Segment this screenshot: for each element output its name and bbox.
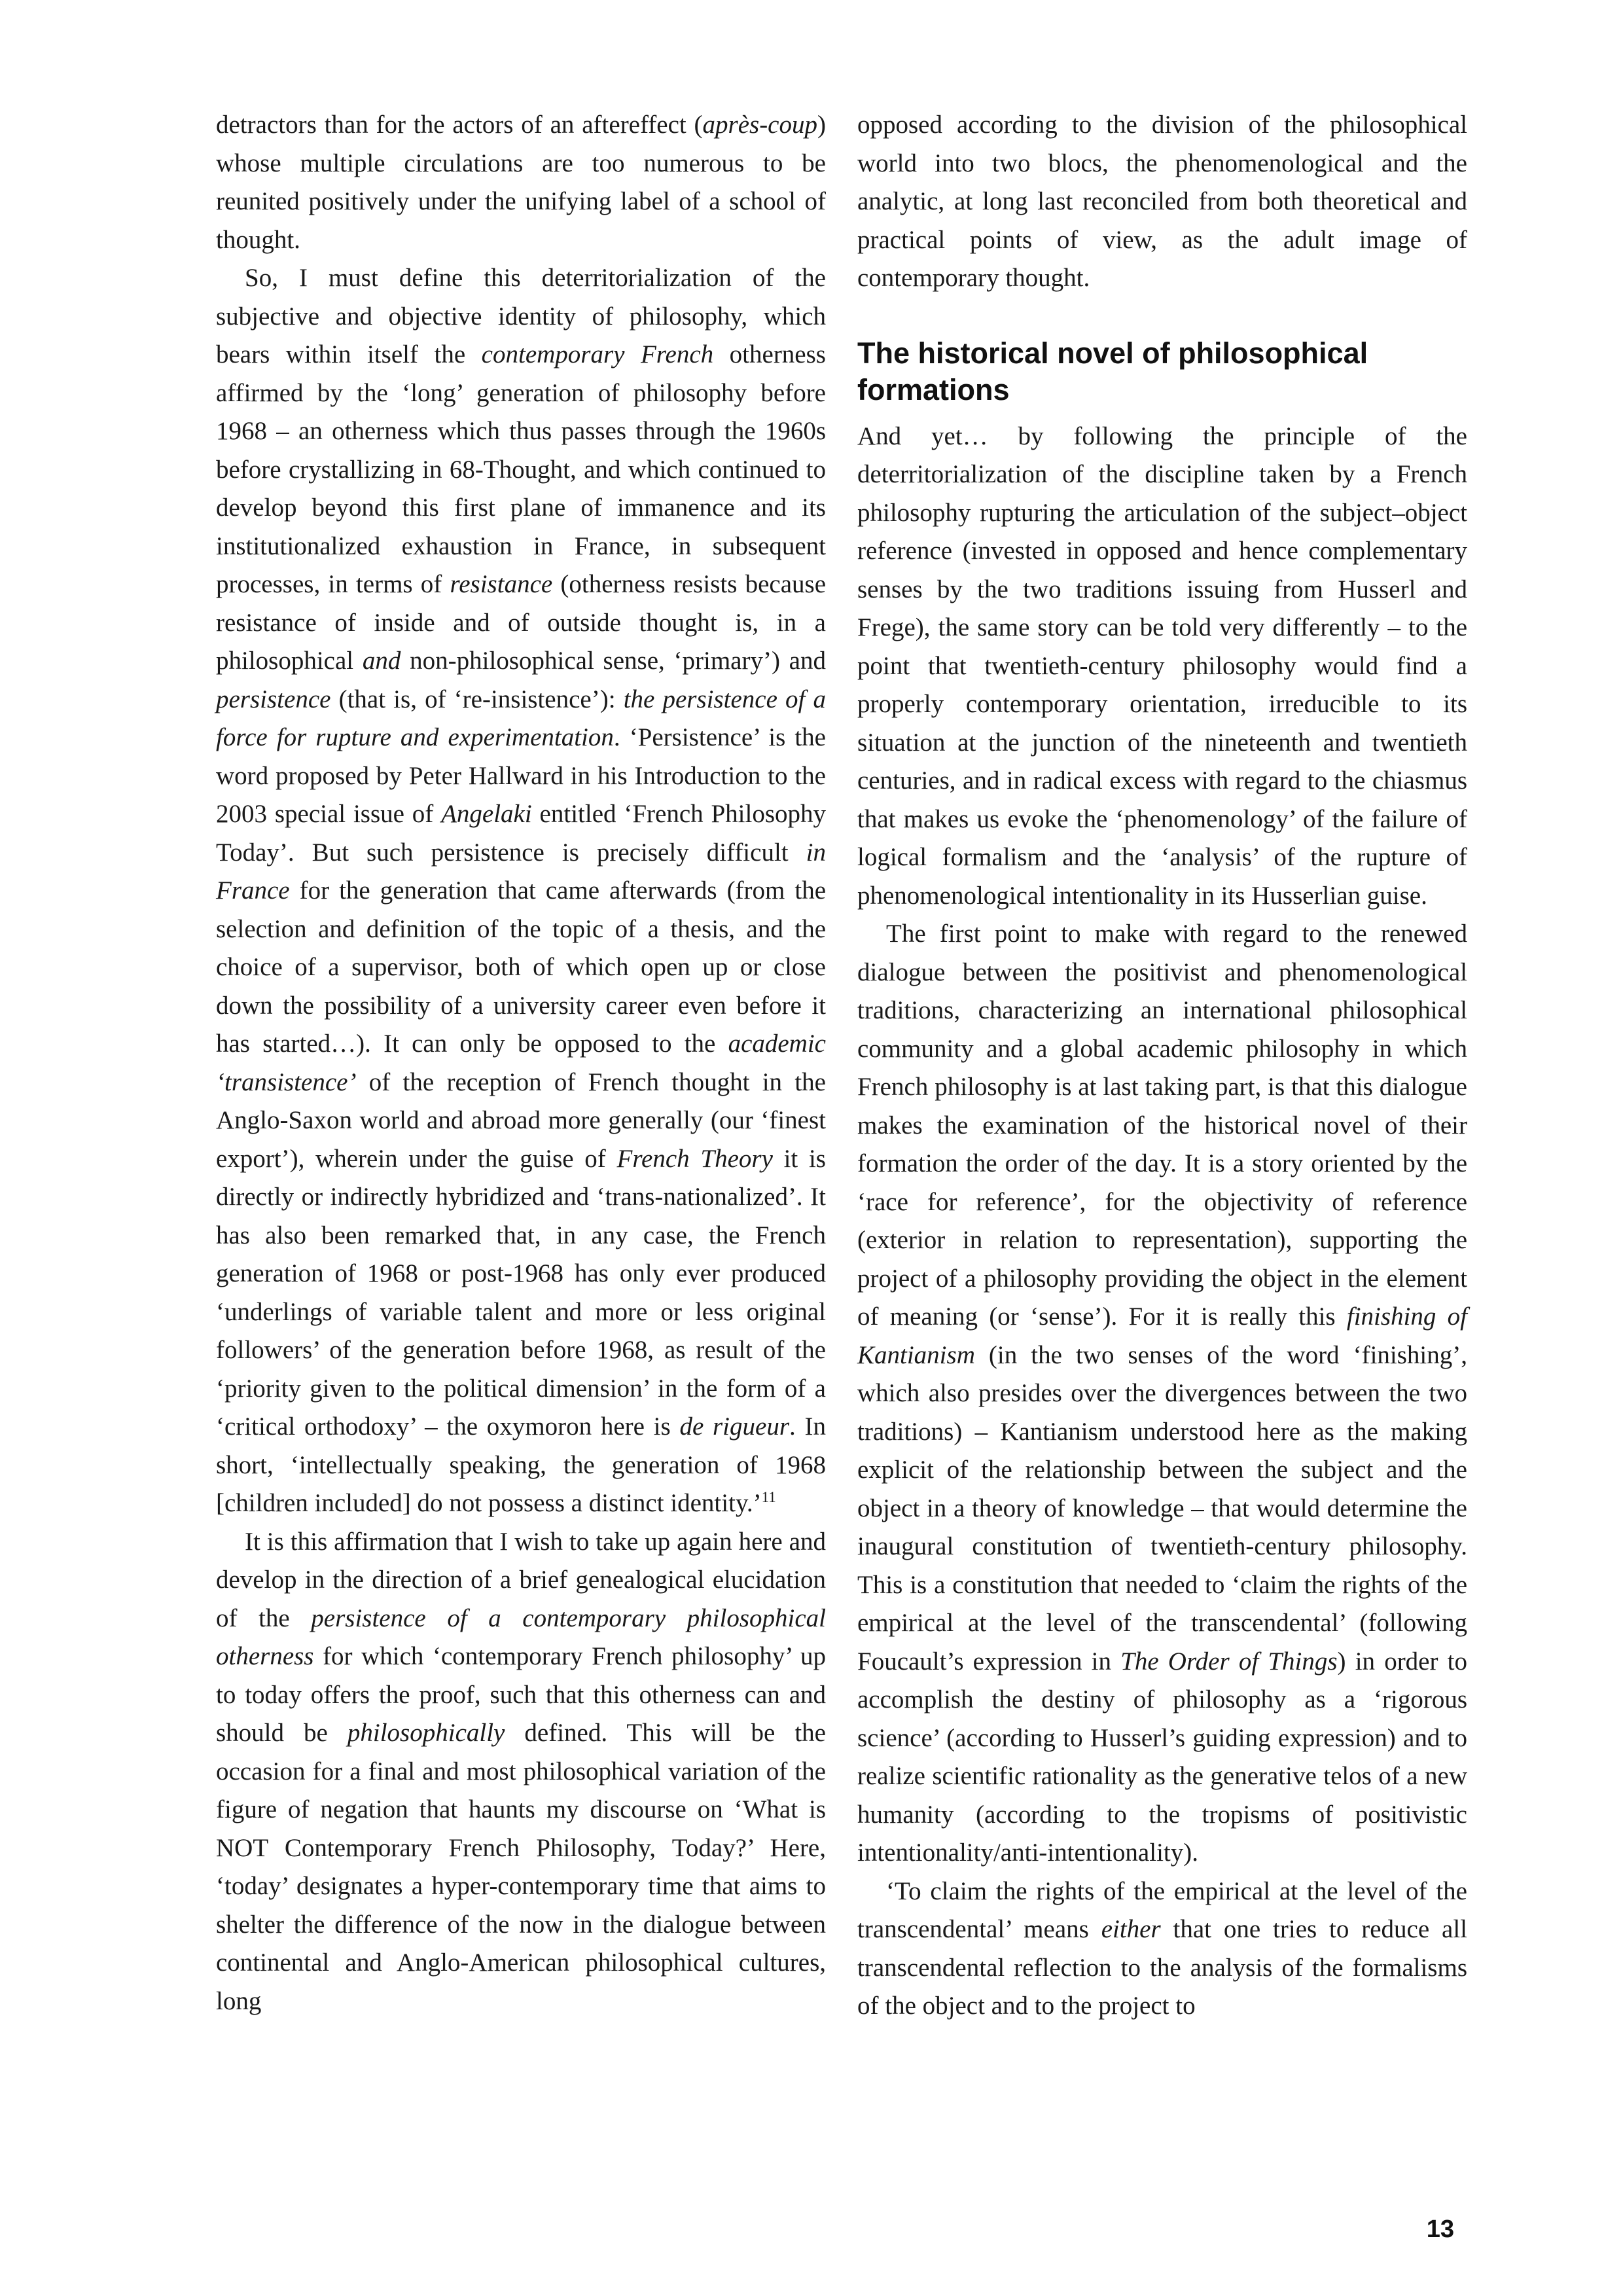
italic-text: in France	[216, 838, 826, 905]
text-run: entitled ‘French Philosophy Today’. But such persistence is precisely difficult	[216, 800, 826, 867]
text-run: ) whose multiple circulations are too numerous to be reunited positively under the unifying label of a school of thought.	[216, 111, 826, 254]
text-run: (otherness resists because resistance of inside and of outside thought is, in a philosophical	[216, 570, 827, 675]
right-column-top-text	[857, 106, 1467, 298]
italic-text: and	[362, 647, 401, 675]
italic-text: French Theory	[616, 1144, 773, 1173]
italic-text: the persistence of a force for rupture and experimentation	[216, 685, 826, 751]
section-heading: The historical novel of philosophical formations	[857, 336, 1368, 406]
italic-text: de rigueur	[679, 1412, 790, 1441]
paragraph	[857, 418, 1467, 916]
text-run: that one tries to reduce all transcendental reflection to the analysis of the formalisms of the object and to the project to	[857, 1915, 1468, 2020]
text-run: (in the two senses of the word ‘finishing’, which also presides over the divergences between the two traditions) – Kantianism understood here as the making explicit of the relationship between the subject and the object in a theory of knowledge – that would determine the inaugural constitution of twentieth-century philosophy. This is a constitution that needed to ‘claim the rights of the empirical at the level of the transcendental’ (following Foucault’s expression in	[857, 1340, 1467, 1676]
text-run: detractors than for the actors of an aftereffect (	[216, 111, 703, 139]
italic-text: après-coup	[702, 111, 817, 139]
italic-text: persistence of a contemporary philosophical otherness	[216, 1604, 826, 1670]
italic-text: finishing of Kantianism	[857, 1302, 1467, 1369]
text-run: It is this affirmation that I wish to take up again here and develop in the direction of a brief genealogical elucidation of the	[216, 1527, 826, 1632]
text-run: non-philosophical sense, ‘primary’) and	[401, 647, 826, 675]
italic-text: resistance	[450, 570, 553, 598]
text-run: of the reception of French thought in the Anglo-Saxon world and abroad more generally (our ‘finest export’), wherein under the guise of	[216, 1067, 826, 1173]
italic-text: Angelaki	[441, 800, 532, 828]
italic-text: philosophically	[347, 1719, 505, 1747]
text-run: ) in order to accomplish the destiny of philosophy as a ‘rigorous science’ (according to Husserl’s guiding expression) and to realize scientific rationality as the generative telos of a new humanity (according to the tropisms of positivistic intentionality/anti-intentionality).	[857, 1647, 1467, 1867]
italic-text: persistence	[216, 685, 331, 713]
paragraph	[857, 1873, 1467, 2026]
text-run: opposed according to the division of the philosophical world into two blocs, the phenomenological and the analytic, at long last reconciled from both theoretical and practical points of view, as the adult image of contemporary thought.	[857, 111, 1467, 292]
text-run: So, I must define this deterritorialization of the subjective and objective identity of philosophy, which bears within itself the	[216, 264, 826, 368]
page-number: 13	[1426, 2215, 1454, 2243]
text-run: . ‘Persistence’ is the word proposed by Peter Hallward in his Introduction to the 2003 special issue of	[216, 723, 826, 828]
text-run: for the generation that came afterwards (from the selection and definition of the topic of a thesis, and the choice of a supervisor, both of which open up or close down the possibility of a university career even before it has started…). It can only be opposed to the	[216, 876, 826, 1058]
text-run: defined. This will be the occasion for a final and most philosophical variation of the figure of negation that haunts my discourse on ‘What is NOT Contemporary French Philosophy, Today?’ Here, ‘today’ designates a hyper-contemporary time that aims to shelter the difference of the now in the dialogue between continental and Anglo-American philosophical cultures, long	[216, 1719, 826, 2015]
text-run: for which ‘contemporary French philosophy’ up to today offers the proof, such that this otherness can and should be	[216, 1642, 826, 1747]
text-run: it is directly or indirectly hybridized and ‘trans-nationalized’. It has also been remarked that, in any case, the French generation of 1968 or post-1968 has only ever produced ‘underlings of variable talent and more or less original followers’ of the generation before 1968, as result of the ‘priority given to the political dimension’ in the form of a ‘critical orthodoxy’ – the oxymoron here is	[216, 1144, 826, 1441]
italic-text: The Order of Things	[1120, 1647, 1338, 1676]
text-run: otherness affirmed by the ‘long’ generation of philosophy before 1968 – an otherness which thus passes through the 1960s before crystallizing in 68-Thought, and which continued to develop beyond this first plane of immanence and its institutionalized exhaustion in France, in subsequent processes, in terms of	[216, 340, 826, 598]
paragraph	[216, 259, 826, 1523]
paragraph	[216, 106, 826, 259]
right-column-bottom-text	[857, 418, 1467, 2026]
italic-text: contemporary French	[481, 340, 714, 368]
paragraph	[857, 915, 1467, 1873]
italic-text: academic ‘transistence’	[216, 1030, 826, 1096]
text-run: ‘To claim the rights of the empirical at the level of the transcendental’ means	[857, 1876, 1467, 1943]
text-run: (that is, of ‘re-insistence’):	[330, 685, 624, 713]
text-run: And yet… by following the principle of the deterritorialization of the discipline taken by a French philosophy rupturing the articulation of the subject–object reference (invested in opposed and hence complementary senses by the two traditions issuing from Husserl and Frege), the same story can be told very differently – to the point that twentieth-century philosophy would find a properly contemporary orientation, irreducible to its situation at the junction of the nineteenth and twentieth centuries, and in radical excess with regard to the chiasmus that makes us evoke the ‘phenomenology’ of the failure of logical formalism and the ‘analysis’ of the rupture of phenomenological intentionality in its Husserlian guise.	[857, 422, 1467, 910]
left-text-column	[216, 106, 826, 2020]
text-run: The first point to make with regard to the renewed dialogue between the positivist and phenomenological traditions, characterizing an international philosophical community and a global academic philosophy in which French philosophy is at last taking part, is that this dialogue makes the examination of the historical novel of their formation the order of the day. It is a story oriented by the ‘race for reference’, for the objectivity of reference (exterior in relation to representation), supporting the project of a philosophy providing the object in the element of meaning (or ‘sense’). For it is really this	[857, 920, 1467, 1331]
italic-text: either	[1101, 1915, 1161, 1943]
paragraph	[857, 106, 1467, 298]
footnote-marker: 11	[761, 1489, 776, 1505]
paragraph	[216, 1523, 826, 2021]
text-run: . In short, ‘intellectually speaking, the generation of 1968 [children included] do not possess a distinct identity.’	[216, 1412, 826, 1517]
right-text-column	[857, 106, 1467, 2026]
